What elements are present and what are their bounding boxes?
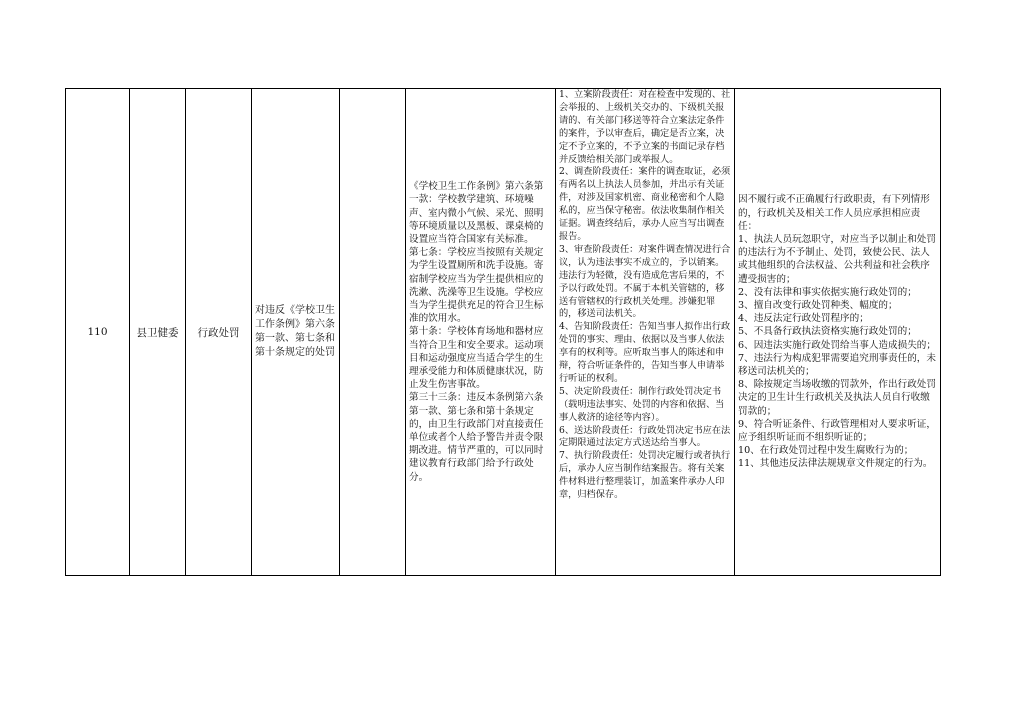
power-category: 行政处罚 [197, 326, 240, 339]
department: 县卫健委 [136, 326, 179, 339]
cell-sub-item [340, 89, 406, 575]
accountability-items: 因不履行或不正确履行行政职责，有下列情形的，行政机关及相关工作人员应承担相应责任： 1、执法人员玩忽职守，对应当予以制止和处罚的违法行为不予制止、处罚，致使公民、法人或其他组织的合法权益、公共利益和社会秩序遭受损害的； 2、没有法律和事实依据实施行政处罚的； 3、擅自改变行政处罚种类、幅度的； 4、违反法定行政处罚程序的； 5、不具备行政执法资格实施行政处罚的； 6、因违法实施行政处罚给当事人造成损失的； 7、违法行为构成犯罪需要追究刑事责任的，未移送司法机关的； 8、除按规定当场收缴的罚款外，作出行政处罚决定的卫生计生行政机关及执法人员自行收缴罚款的； 9、符合听证条件、行政管理相对人要求听证，应予组织听证而不组织听证的； 10、在行政处罚过程中发生腐败行为的； 11、其他违反法律法规规章文件规定的行为。 [738, 194, 936, 470]
cell-department [130, 89, 186, 575]
row-number: 110 [87, 326, 108, 338]
cell-accountability [735, 89, 942, 575]
cell-responsibilities [556, 89, 735, 575]
item-name: 对违反《学校卫生工作条例》第六条第一款、第七条和第十条规定的处罚 [255, 305, 335, 358]
legal-basis: 《学校卫生工作条例》第六条第一款：学校教学建筑、环境噪声、室内微小气候、采光、照明等环境质量以及黑板、课桌椅的设置应当符合国家有关标准。 第七条：学校应当按照有关规定为学生设置厕所和洗手设施。寄宿制学校应当为学生提供相应的洗漱、洗澡等卫生设施。学校应当为学生提供充足的符合卫生标准的饮用水。 第十条：学校体育场地和器材应当符合卫生和安全要求。运动项目和运动强度应当适合学生的生理承受能力和体质健康状况，防止发生伤害事故。 第三十三条：违反本条例第六条第一款、第七条和第十条规定的，由卫生行政部门对直接责任单位或者个人给予警告并责令限期改进。情节严重的，可以同时建议教育行政部门给予行政处分。 [409, 181, 544, 483]
cell-category [186, 89, 252, 575]
cell-row-number [66, 89, 130, 575]
stage-responsibilities: 1、立案阶段责任：对在检查中发现的、社会举报的、上级机关交办的、下级机关报请的、有关部门移送等符合立案法定条件的案件，予以审查后，确定是否立案，决定不予立案的，不予立案的书面记录存档并反馈给相关部门或举报人。 2、调查阶段责任：案件的调查取证，必须有两名以上执法人员参加，并出示有关证件，对涉及国家机密、商业秘密和个人隐私的，应当保守秘密。依法收集制作相关证据。调查终结后，承办人应当写出调查报告。 3、审查阶段责任：对案件调查情况进行合议，认为违法事实不成立的，予以销案。违法行为轻微，没有造成危害后果的，不予以行政处罚。不属于本机关管辖的，移送有管辖权的行政机关处理。涉嫌犯罪的，移送司法机关。 4、告知阶段责任：告知当事人拟作出行政处罚的事实、理由、依据以及当事人依法享有的权利等。应听取当事人的陈述和申辩，符合听证条件的，告知当事人申请举行听证的权利。 5、决定阶段责任：制作行政处罚决定书（载明违法事实、处罚的内容和依据、当事人救济的途径等内容）。 6、送达阶段责任：行政处罚决定书应在法定期限通过法定方式送达给当事人。 7、执行阶段责任：处罚决定履行或者执行后，承办人应当制作结案报告。将有关案件材料进行整理装订，加盖案件承办人印章，归档保存。 [559, 89, 731, 501]
cell-item-name [252, 89, 340, 575]
cell-basis [406, 89, 556, 575]
responsibility-table [65, 88, 941, 576]
